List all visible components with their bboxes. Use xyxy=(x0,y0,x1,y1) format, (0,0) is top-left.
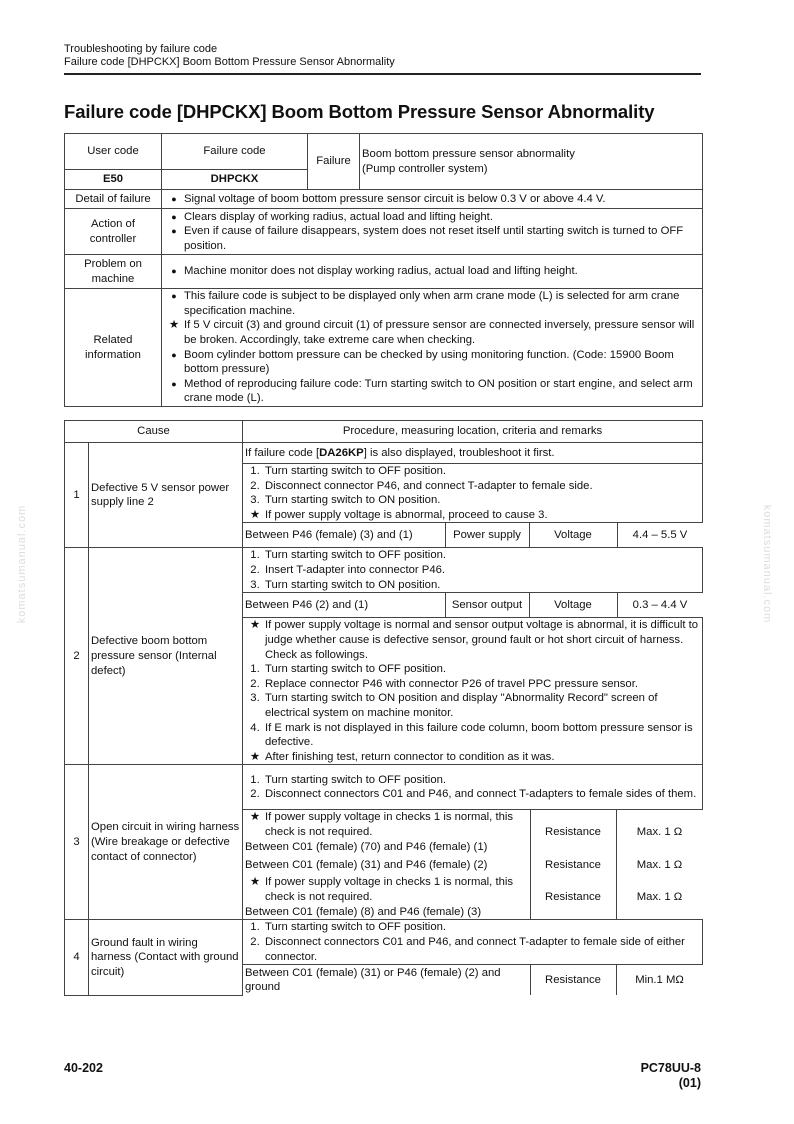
cause-number: 3 xyxy=(65,765,89,920)
failure-label: Failure xyxy=(308,134,360,190)
model-block xyxy=(600,1061,701,1091)
cause-text: Open circuit in wiring harness (Wire breakage or defective contact of connector) xyxy=(89,765,243,920)
failure-code: DHPCKX xyxy=(162,170,308,190)
measure-kind: Resistance xyxy=(530,965,616,995)
measure-location: Between C01 (female) (70) and P46 (female) (1) xyxy=(245,840,488,853)
measure-location: Between P46 (female) (3) and (1) xyxy=(245,529,413,542)
user-code-label: User code xyxy=(65,134,162,170)
cause3-steps: 1. Turn starting switch to OFF position. 2. Disconnect connectors C01 and P46, and connect T-adapters to female sides of them. xyxy=(243,765,703,810)
related-failure-code: DA26KP xyxy=(319,446,364,459)
cause-text: Ground fault in wiring harness (Contact with ground circuit) xyxy=(89,920,243,995)
measure-value: Max. 1 Ω xyxy=(616,810,703,854)
cause4-steps: 1. Turn starting switch to OFF position. 2. Disconnect connectors C01 and P46, and connect T-adapter to female side of either connector. xyxy=(243,920,703,965)
cause2-steps-2: ★ If power supply voltage is normal and sensor output voltage is abnormal, it is difficult to judge whether cause is defective sensor, ground fault or hot short circuit of harness. Check as followings. 1. Turn starting switch to OFF position. 2. Replace connector P46 with connector P26 of travel PPC pressure sensor. 3. Turn starting switch to ON position and display "Abnormality Record" screen of electrical system on machine monitor. 4. If E mark is not displayed in this failure code column, boom bottom pressure sensor is defective. ★ After finishing test, return connector to condition as it was. xyxy=(243,618,703,765)
revision: (01) xyxy=(678,1076,701,1090)
cause1-steps: 1. Turn starting switch to OFF position. 2. Disconnect connector P46, and connect T-adapter to female side. 3. Turn starting switch to ON position. ★ If power supply voltage is abnormal, proceed to cause 3. xyxy=(243,464,703,523)
action-content: ● Clears display of working radius, actual load and lifting height. ● Even if cause of failure disappears, system does not reset itself until starting switch is turned to OFF position. xyxy=(162,209,703,255)
model-name: PC78UU-8 xyxy=(640,1061,701,1075)
related-label: Related information xyxy=(65,289,162,407)
watermark-right: komatsumanual.com xyxy=(761,504,773,624)
cause3-check-1: ★ If power supply voltage in checks 1 is normal, this check is not required. Between C01 (female) (70) and P46 (female) (1) Resistance Max. 1 Ω xyxy=(243,810,703,855)
bullet-icon: ● xyxy=(171,291,177,302)
measure-value: 4.4 – 5.5 V xyxy=(617,523,703,547)
bullet-icon: ● xyxy=(171,349,177,360)
failure-code-label: Failure code xyxy=(162,134,308,170)
cause3-check-2 xyxy=(243,854,703,875)
measure-item: Sensor output xyxy=(445,593,529,617)
measure-value: Max. 1 Ω xyxy=(616,854,703,875)
running-header xyxy=(64,43,395,69)
page-number: 40-202 xyxy=(64,1061,103,1075)
bullet-icon: ● xyxy=(171,378,177,389)
cause-text: Defective boom bottom pressure sensor (Internal defect) xyxy=(89,548,243,765)
cause-number: 1 xyxy=(65,443,89,548)
watermark-left: komatsumanual.com xyxy=(16,504,28,624)
procedure-header: Procedure, measuring location, criteria and remarks xyxy=(243,421,703,443)
header-rule xyxy=(64,73,701,75)
causes-table xyxy=(64,420,703,996)
measure-value: Max. 1 Ω xyxy=(616,875,703,919)
measure-kind: Resistance xyxy=(530,854,616,875)
action-label: Action of controller xyxy=(65,209,162,255)
failure-info-table xyxy=(64,133,703,407)
measure-kind: Voltage xyxy=(529,523,617,547)
star-icon: ★ xyxy=(249,750,261,763)
star-icon: ★ xyxy=(168,319,180,332)
header-section: Troubleshooting by failure code xyxy=(64,43,218,55)
problem-label: Problem on machine xyxy=(65,255,162,289)
page-title: Failure code [DHPCKX] Boom Bottom Pressure Sensor Abnormality xyxy=(64,101,655,122)
star-icon: ★ xyxy=(249,876,261,889)
user-code: E50 xyxy=(65,170,162,190)
bullet-icon: ● xyxy=(171,226,177,237)
cause3-check-3: ★ If power supply voltage in checks 1 is normal, this check is not required. Between C01 (female) (8) and P46 (female) (3) Resistance Max. 1 Ω xyxy=(243,875,703,920)
cause2-measurement xyxy=(243,593,703,618)
cause2-steps: 1. Turn starting switch to OFF position. 2. Insert T-adapter into connector P46. 3. Turn starting switch to ON position. xyxy=(243,548,703,593)
failure-description: Boom bottom pressure sensor abnormality (Pump controller system) xyxy=(360,134,703,190)
measure-value: 0.3 – 4.4 V xyxy=(617,593,703,617)
measure-location: Between P46 (2) and (1) xyxy=(245,599,369,612)
star-icon: ★ xyxy=(249,619,261,632)
cause-number: 4 xyxy=(65,920,89,995)
star-icon: ★ xyxy=(249,811,261,824)
cause4-check xyxy=(243,965,703,996)
cause-number: 2 xyxy=(65,548,89,765)
cause1-note: If failure code [DA26KP] is also displayed, troubleshoot it first. xyxy=(243,443,703,464)
bullet-icon: ● xyxy=(171,266,177,277)
problem-content: ● Machine monitor does not display working radius, actual load and lifting height. xyxy=(162,255,703,289)
star-icon: ★ xyxy=(249,508,261,521)
measure-location: Between C01 (female) (31) or P46 (female) (2) and ground xyxy=(245,966,501,994)
bullet-icon: ● xyxy=(171,193,177,204)
measure-item: Power supply xyxy=(445,523,529,547)
cause1-measurement xyxy=(243,523,703,548)
cause-text: Defective 5 V sensor power supply line 2 xyxy=(89,443,243,548)
cause-header: Cause xyxy=(65,421,243,443)
related-content: ● This failure code is subject to be displayed only when arm crane mode (L) is selected for arm crane specification machine. ★ If 5 V circuit (3) and ground circuit (1) of pressure sensor are connected inversely, pressure sensor will be broken. Accordingly, take extreme care when checking. ● Boom cylinder bottom pressure can be checked by using monitoring function. (Code: 15900 Boom bottom pressure) ● Method of reproducing failure code: Turn starting switch to ON position or start engine, and select arm crane mode (L). xyxy=(162,289,703,407)
measure-value: Min.1 MΩ xyxy=(616,965,703,995)
detail-label: Detail of failure xyxy=(65,190,162,209)
bullet-icon: ● xyxy=(171,211,177,222)
measure-location: Between C01 (female) (8) and P46 (female) (3) xyxy=(245,905,482,918)
detail-content: ● Signal voltage of boom bottom pressure sensor circuit is below 0.3 V or above 4.4 V. xyxy=(162,190,703,209)
measure-kind: Resistance xyxy=(530,875,616,919)
measure-kind: Resistance xyxy=(530,810,616,854)
header-subsection: Failure code [DHPCKX] Boom Bottom Pressure Sensor Abnormality xyxy=(64,56,395,68)
measure-kind: Voltage xyxy=(529,593,617,617)
measure-location: Between C01 (female) (31) and P46 (female) (2) xyxy=(245,858,488,871)
